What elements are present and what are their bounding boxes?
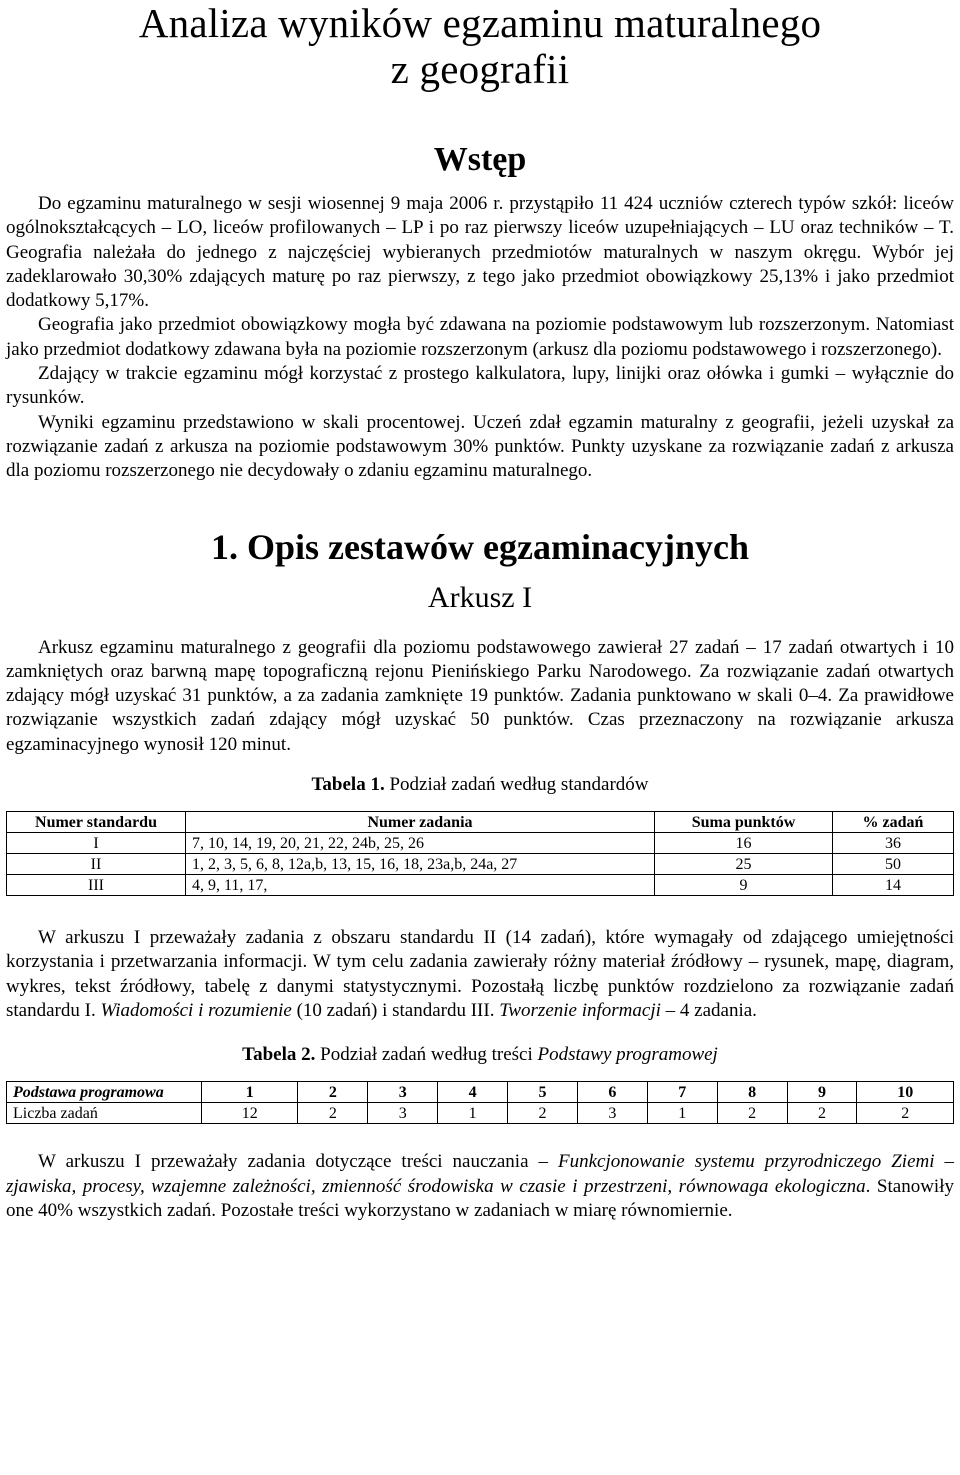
table-cell: 12: [202, 1103, 298, 1124]
italic-text-run: Tworzenie informacji: [499, 999, 661, 1021]
table1-header-cell: Suma punktów: [655, 812, 833, 833]
table-cell: I: [7, 833, 186, 854]
italic-text-run: Wiadomości i rozumienie: [100, 999, 292, 1021]
table-cell: 2: [857, 1103, 954, 1124]
table-cell: II: [7, 854, 186, 875]
table-row: [7, 875, 954, 896]
table-cell: 3: [368, 1082, 438, 1103]
italic-text-run: Funkcjonowanie systemu przyrodniczego Ziemi – zjawiska, procesy, wzajemne zależności, zmienność środowiska w czasie i przestrzeni, równowaga ekologiczna: [6, 1151, 954, 1197]
table1-caption-text: Podział zadań według standardów: [384, 774, 649, 796]
table-cell: 2: [298, 1103, 368, 1124]
text-run: – 4 zadania.: [660, 999, 757, 1021]
table-cell: 2: [717, 1103, 787, 1124]
table-cell: 9: [655, 875, 833, 896]
table-cell: 4: [438, 1082, 508, 1103]
table-cell: 2: [787, 1103, 857, 1124]
table-curriculum: [6, 1081, 954, 1124]
section-heading-1: 1. Opis zestawów egzaminacyjnych: [211, 526, 749, 567]
arkusz-intro-paragraph: Arkusz egzaminu maturalnego z geografii dla poziomu podstawowego zawierał 27 zadań – 17 zadań otwartych i 10 zamkniętych oraz barwną mapę topograficzną rejonu Pienińskiego Parku Narodowego. Za rozwiązanie zadań otwartych zdający mógł uzyskać 31 punktów, a za zadania zamknięte 19 punktów. Zadania punktowano w skali 0–4. Za prawidłowe rozwiązanie wszystkich zadań zdający mógł uzyskać 50 punktów. Czas przeznaczony na rozwiązanie arkusza egzaminacyjnego wynosił 120 minut.: [6, 636, 954, 755]
wstep-paragraph-1: Do egzaminu maturalnego w sesji wiosennej 9 maja 2006 r. przystąpiło 11 424 uczniów czterech typów szkół: liceów ogólnokształcących – LO, liceów profilowanych – LP i po raz pierwszy liceów uzupełniających – LU oraz techników – T. Geografia należała do jednego z najczęściej wybieranych przedmiotów maturalnych w naszym okręgu. Wybór jej zadeklarowało 30,30% zdających maturę po raz pierwszy, z tego jako przedmiot obowiązkowy 25,13% i jako przedmiot dodatkowy 5,17%.: [6, 193, 954, 312]
table-row: [7, 854, 954, 875]
table2-caption-text: Podział zadań według treści: [315, 1044, 538, 1066]
table-cell: 7, 10, 14, 19, 20, 21, 22, 24b, 25, 26: [186, 833, 655, 854]
table-cell: 25: [655, 854, 833, 875]
table-cell: 1: [202, 1082, 298, 1103]
title-line-1: Analiza wyników egzaminu maturalnego: [138, 0, 822, 46]
paragraph-after-table2: [6, 1150, 954, 1223]
table-cell: 1, 2, 3, 5, 6, 8, 12a,b, 13, 15, 16, 18, 23a,b, 24a, 27: [186, 854, 655, 875]
table1-caption-label: Tabela 1.: [311, 774, 385, 796]
paragraph-after-table1: [6, 926, 954, 1023]
table-standards: [6, 811, 954, 896]
table-cell: 5: [508, 1082, 578, 1103]
text-run: W arkuszu I przeważały zadania z obszaru standardu II (14 zadań), które wymagały od zdającego umiejętności korzystania i przetwarzania informacji. W tym celu zadania zawierały różny materiał źródłowy – rysunek, mapę, diagram, wykres, tekst źródłowy, tabelę z danymi statystycznymi. Pozostałą liczbę punktów rozdzielono za rozwiązanie zadań standardu I.: [6, 927, 954, 1021]
table-cell: 7: [647, 1082, 717, 1103]
table-cell: 6: [577, 1082, 647, 1103]
text-run: . Stanowiły one 40% wszystkich zadań. Pozostałe treści wykorzystano w zadaniach w miarę równomiernie.: [6, 1175, 954, 1221]
document-title: [6, 0, 954, 92]
text-run: W arkuszu I przeważały zadania dotyczące treści nauczania –: [38, 1151, 558, 1173]
subheading-arkusz-1: Arkusz I: [427, 580, 533, 614]
table1-header-cell: Numer standardu: [7, 812, 186, 833]
table2-header-row: [7, 1082, 954, 1103]
table2-caption-italic: Podstawy programowej: [537, 1044, 718, 1066]
table2-caption: [6, 1043, 954, 1067]
table-cell: 14: [833, 875, 954, 896]
table-cell: 9: [787, 1082, 857, 1103]
table-cell: 8: [717, 1082, 787, 1103]
wstep-paragraph-2: Geografia jako przedmiot obowiązkowy mogła być zdawana na poziomie podstawowym lub rozszerzonym. Natomiast jako przedmiot dodatkowy zdawana była na poziomie rozszerzonym (arkusz dla poziomu podstawowego i rozszerzonego).: [6, 314, 954, 360]
title-line-2: z geografii: [390, 46, 570, 92]
table-cell: 36: [833, 833, 954, 854]
table-cell: 10: [857, 1082, 954, 1103]
table-cell: 3: [368, 1103, 438, 1124]
text-run: (10 zadań) i standardu III.: [291, 999, 500, 1021]
table2-row-label: Podstawa programowa: [7, 1082, 202, 1103]
table-cell: 1: [647, 1103, 717, 1124]
table-cell: 2: [298, 1082, 368, 1103]
table-cell: 16: [655, 833, 833, 854]
wstep-paragraph-3: Zdający w trakcie egzaminu mógł korzystać z prostego kalkulatora, lupy, linijki oraz ołówka i gumki – wyłącznie do rysunków.: [6, 363, 954, 409]
table1-header-cell: Numer zadania: [186, 812, 655, 833]
table2-caption-label: Tabela 2.: [242, 1044, 316, 1066]
table-row: [7, 1103, 954, 1124]
table-cell: 1: [438, 1103, 508, 1124]
table-cell: 4, 9, 11, 17,: [186, 875, 655, 896]
table-cell: 3: [577, 1103, 647, 1124]
wstep-paragraph-4: Wyniki egzaminu przedstawiono w skali procentowej. Uczeń zdał egzamin maturalny z geografii, jeżeli uzyskał za rozwiązanie zadań z arkusza na poziomie podstawowym 30% punktów. Punkty uzyskane za rozwiązanie zadań z arkusza dla poziomu rozszerzonego nie decydowały o zdaniu egzaminu maturalnego.: [6, 411, 954, 482]
table-cell: III: [7, 875, 186, 896]
table-cell: 2: [508, 1103, 578, 1124]
table-row: [7, 833, 954, 854]
table1-header-cell: % zadań: [833, 812, 954, 833]
table2-row-label: Liczba zadań: [7, 1103, 202, 1124]
table1-caption: [6, 773, 954, 797]
section-heading-wstep: Wstęp: [433, 141, 527, 178]
table1-header-row: [7, 812, 954, 833]
table-cell: 50: [833, 854, 954, 875]
